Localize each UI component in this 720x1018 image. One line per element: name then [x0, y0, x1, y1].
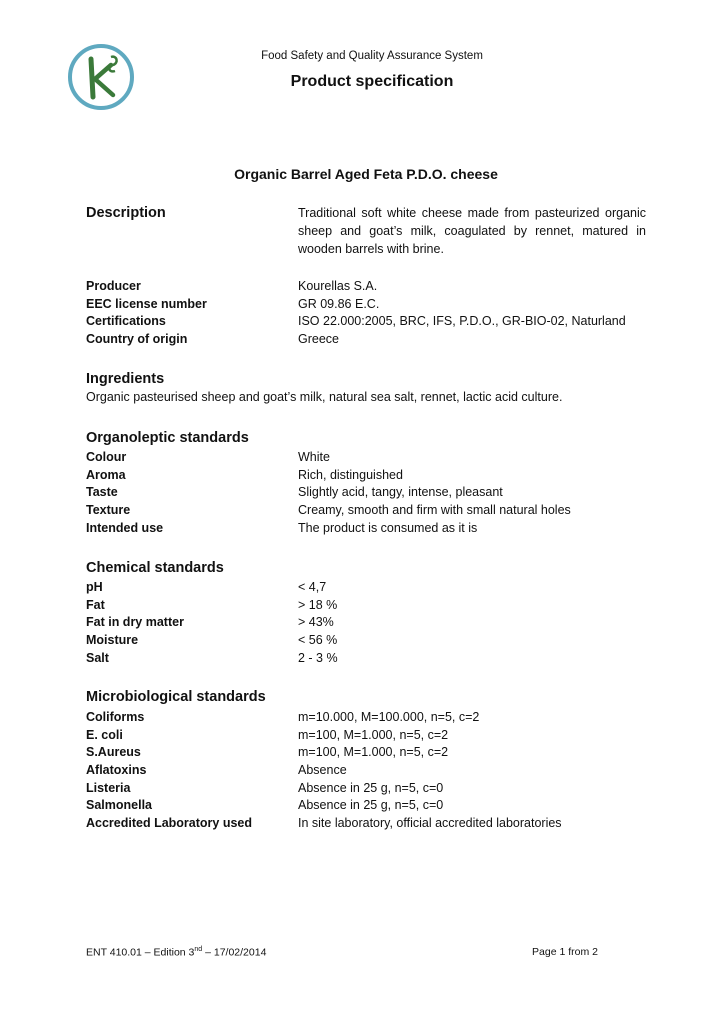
table-row: [86, 631, 676, 649]
table-row: [86, 761, 676, 779]
table-row: [86, 613, 676, 631]
page-title: Product specification: [290, 73, 454, 90]
table-row: [86, 578, 676, 596]
row-label: Moisture: [86, 632, 139, 647]
info-row: [86, 330, 676, 348]
row-value: Creamy, smooth and firm with small natural holes: [298, 502, 571, 517]
info-row: [86, 277, 676, 295]
row-label: Taste: [86, 485, 118, 500]
organoleptic-table: [86, 448, 676, 536]
row-value: > 18 %: [298, 597, 338, 612]
row-label: Fat in dry matter: [86, 615, 184, 630]
row-label: S.Aureus: [86, 745, 141, 760]
info-table: [86, 277, 676, 348]
table-row: [86, 483, 676, 501]
microbiological-heading: Microbiological standards: [86, 689, 266, 705]
row-label: Salmonella: [86, 798, 152, 813]
row-label: Coliforms: [86, 709, 145, 724]
row-label: pH: [86, 579, 103, 594]
row-value: In site laboratory, official accredited laboratories: [298, 815, 562, 830]
product-title: Organic Barrel Aged Feta P.D.O. cheese: [234, 166, 498, 182]
row-value: m=100, M=1.000, n=5, c=2: [298, 727, 449, 742]
footer-edition: ENT 410.01 – Edition 3: [86, 946, 195, 959]
table-row: [86, 796, 676, 814]
row-value: m=10.000, M=100.000, n=5, c=2: [298, 709, 480, 724]
row-label: Colour: [86, 449, 127, 464]
table-row: [86, 743, 676, 761]
info-label: EEC license number: [86, 296, 207, 311]
table-row: [86, 649, 676, 667]
row-label: Aflatoxins: [86, 762, 147, 777]
row-value: Rich, distinguished: [298, 467, 403, 482]
row-value: Absence in 25 g, n=5, c=0: [298, 780, 444, 795]
header-subtitle: Food Safety and Quality Assurance System: [261, 50, 483, 62]
description-text: Traditional soft white cheese made from pasteurized organic sheep and goat’s milk, coagulated by rennet, matured in wooden barrels with brine.: [298, 206, 646, 256]
info-value: ISO 22.000:2005, BRC, IFS, P.D.O., GR-BIO-02, Naturland: [298, 314, 626, 329]
info-label: Producer: [86, 278, 141, 293]
table-row: [86, 779, 676, 797]
row-value: The product is consumed as it is: [298, 520, 478, 535]
row-value: Absence: [298, 762, 347, 777]
info-label: Certifications: [86, 314, 166, 329]
row-label: Aroma: [86, 467, 126, 482]
info-label: Country of origin: [86, 331, 188, 346]
table-row: [86, 726, 676, 744]
row-value: > 43%: [298, 615, 334, 630]
table-row: [86, 708, 676, 726]
row-value: < 4,7: [298, 579, 327, 594]
row-label: Fat: [86, 597, 105, 612]
row-value: m=100, M=1.000, n=5, c=2: [298, 745, 449, 760]
footer-date: – 17/02/2014: [202, 946, 267, 959]
row-value: Slightly acid, tangy, intense, pleasant: [298, 485, 503, 500]
info-value: Greece: [298, 331, 339, 346]
organoleptic-heading: Organoleptic standards: [86, 430, 249, 446]
table-row: [86, 519, 676, 537]
company-logo: [67, 43, 135, 111]
row-label: Listeria: [86, 780, 131, 795]
footer-page-number: Page 1 from 2: [532, 946, 598, 958]
row-value: Absence in 25 g, n=5, c=0: [298, 798, 444, 813]
table-row: [86, 814, 676, 832]
info-row: [86, 295, 676, 313]
chemical-table: [86, 578, 676, 666]
row-label: Texture: [86, 502, 131, 517]
table-row: [86, 501, 676, 519]
row-label: Accredited Laboratory used: [86, 815, 253, 830]
row-value: 2 - 3 %: [298, 650, 338, 665]
row-label: Intended use: [86, 520, 164, 535]
row-value: White: [298, 449, 330, 464]
info-value: GR 09.86 E.C.: [298, 296, 380, 311]
microbiological-table: [86, 708, 676, 832]
chemical-heading: Chemical standards: [86, 560, 224, 576]
table-row: [86, 448, 676, 466]
table-row: [86, 596, 676, 614]
ingredients-heading: Ingredients: [86, 371, 165, 387]
info-row: [86, 312, 676, 330]
description-heading: Description: [86, 205, 166, 221]
info-value: Kourellas S.A.: [298, 278, 378, 293]
footer-doc-code: [86, 946, 266, 959]
row-label: E. coli: [86, 727, 123, 742]
row-value: < 56 %: [298, 632, 338, 647]
row-label: Salt: [86, 650, 109, 665]
ingredients-text: Organic pasteurised sheep and goat’s milk, natural sea salt, rennet, lactic acid culture.: [86, 390, 563, 404]
footer-edition-suffix: nd: [194, 946, 203, 953]
table-row: [86, 466, 676, 484]
